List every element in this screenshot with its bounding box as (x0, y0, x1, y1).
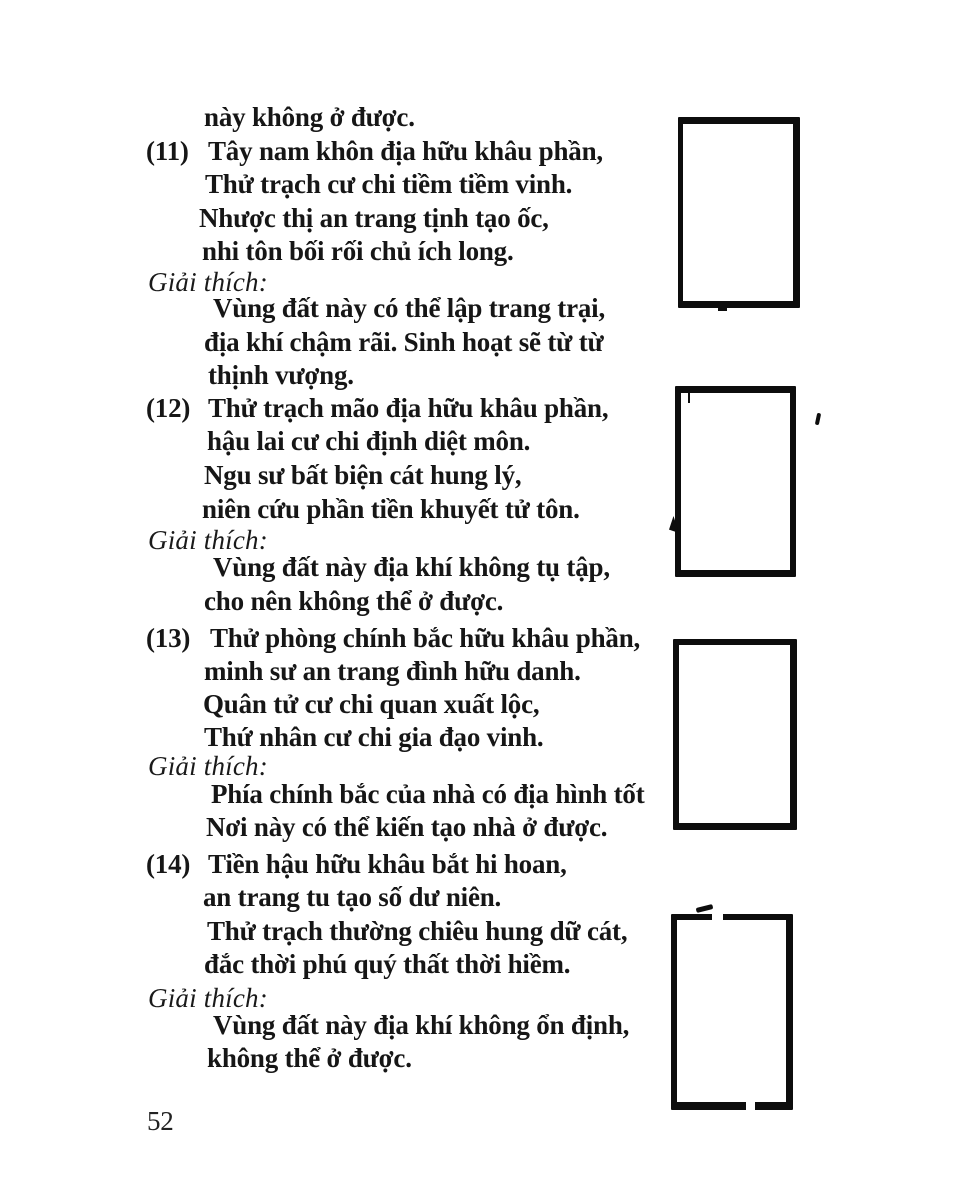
explain-label: Giải thích: (148, 983, 268, 1013)
verse-line: Tiền hậu hữu khâu bắt hi hoan, (208, 849, 567, 879)
verse-line: Tây nam khôn địa hữu khâu phần, (208, 136, 603, 166)
verse-line: niên cứu phần tiền khuyết tử tôn. (202, 494, 580, 524)
explain-label: Giải thích: (148, 267, 268, 297)
diagram-box-2 (675, 386, 796, 577)
verse-line: Ngu sư bất biện cát hung lý, (204, 460, 522, 490)
verse-line: Thử phòng chính bắc hữu khâu phần, (210, 623, 641, 653)
ink-mark (815, 413, 821, 426)
continuation-line: này không ở được. (204, 102, 415, 132)
entry-number: (14) (146, 849, 191, 879)
verse-line: Thử trạch cư chi tiềm tiềm vinh. (205, 169, 573, 199)
verse-line: nhi tôn bối rối chủ ích long. (202, 236, 514, 266)
ink-mark (718, 305, 727, 311)
explanation-line: thịnh vượng. (208, 360, 354, 390)
explanation-line: Phía chính bắc của nhà có địa hình tốt (211, 779, 645, 809)
explanation-line: Nơi này có thể kiến tạo nhà ở được. (206, 812, 608, 842)
entry-number: (11) (146, 136, 189, 166)
explanation-line: Vùng đất này có thể lập trang trại, (213, 293, 606, 323)
diagram-box-4 (671, 914, 793, 1110)
explanation-line: Vùng đất này địa khí không tụ tập, (213, 552, 610, 582)
scan-gap (746, 1100, 755, 1112)
explain-label: Giải thích: (148, 751, 268, 781)
verse-line: Thử trạch thường chiêu hung dữ cát, (207, 916, 628, 946)
verse-line: hậu lai cư chi định diệt môn. (207, 426, 531, 456)
diagram-box-3 (673, 639, 797, 830)
scan-gap (712, 912, 723, 922)
entry-number: (13) (146, 623, 191, 653)
verse-line: an trang tu tạo số dư niên. (203, 882, 502, 912)
page-number: 52 (147, 1106, 174, 1136)
verse-line: Nhược thị an trang tịnh tạo ốc, (199, 203, 549, 233)
ink-mark (696, 904, 714, 913)
explanation-line: không thể ở được. (207, 1043, 412, 1073)
explanation-line: cho nên không thể ở được. (204, 586, 504, 616)
verse-line: Thứ nhân cư chi gia đạo vinh. (204, 722, 544, 752)
verse-line: Thử trạch mão địa hữu khâu phần, (208, 393, 609, 423)
explain-label: Giải thích: (148, 525, 268, 555)
verse-line: minh sư an trang đình hữu danh. (204, 656, 581, 686)
verse-line: đắc thời phú quý thất thời hiềm. (204, 949, 571, 979)
verse-line: Quân tử cư chi quan xuất lộc, (203, 689, 540, 719)
entry-number: (12) (146, 393, 191, 423)
explanation-line: Vùng đất này địa khí không ổn định, (213, 1010, 630, 1040)
explanation-line: địa khí chậm rãi. Sinh hoạt sẽ từ từ (204, 327, 604, 357)
ink-mark (688, 391, 690, 403)
diagram-box-1 (678, 117, 800, 308)
